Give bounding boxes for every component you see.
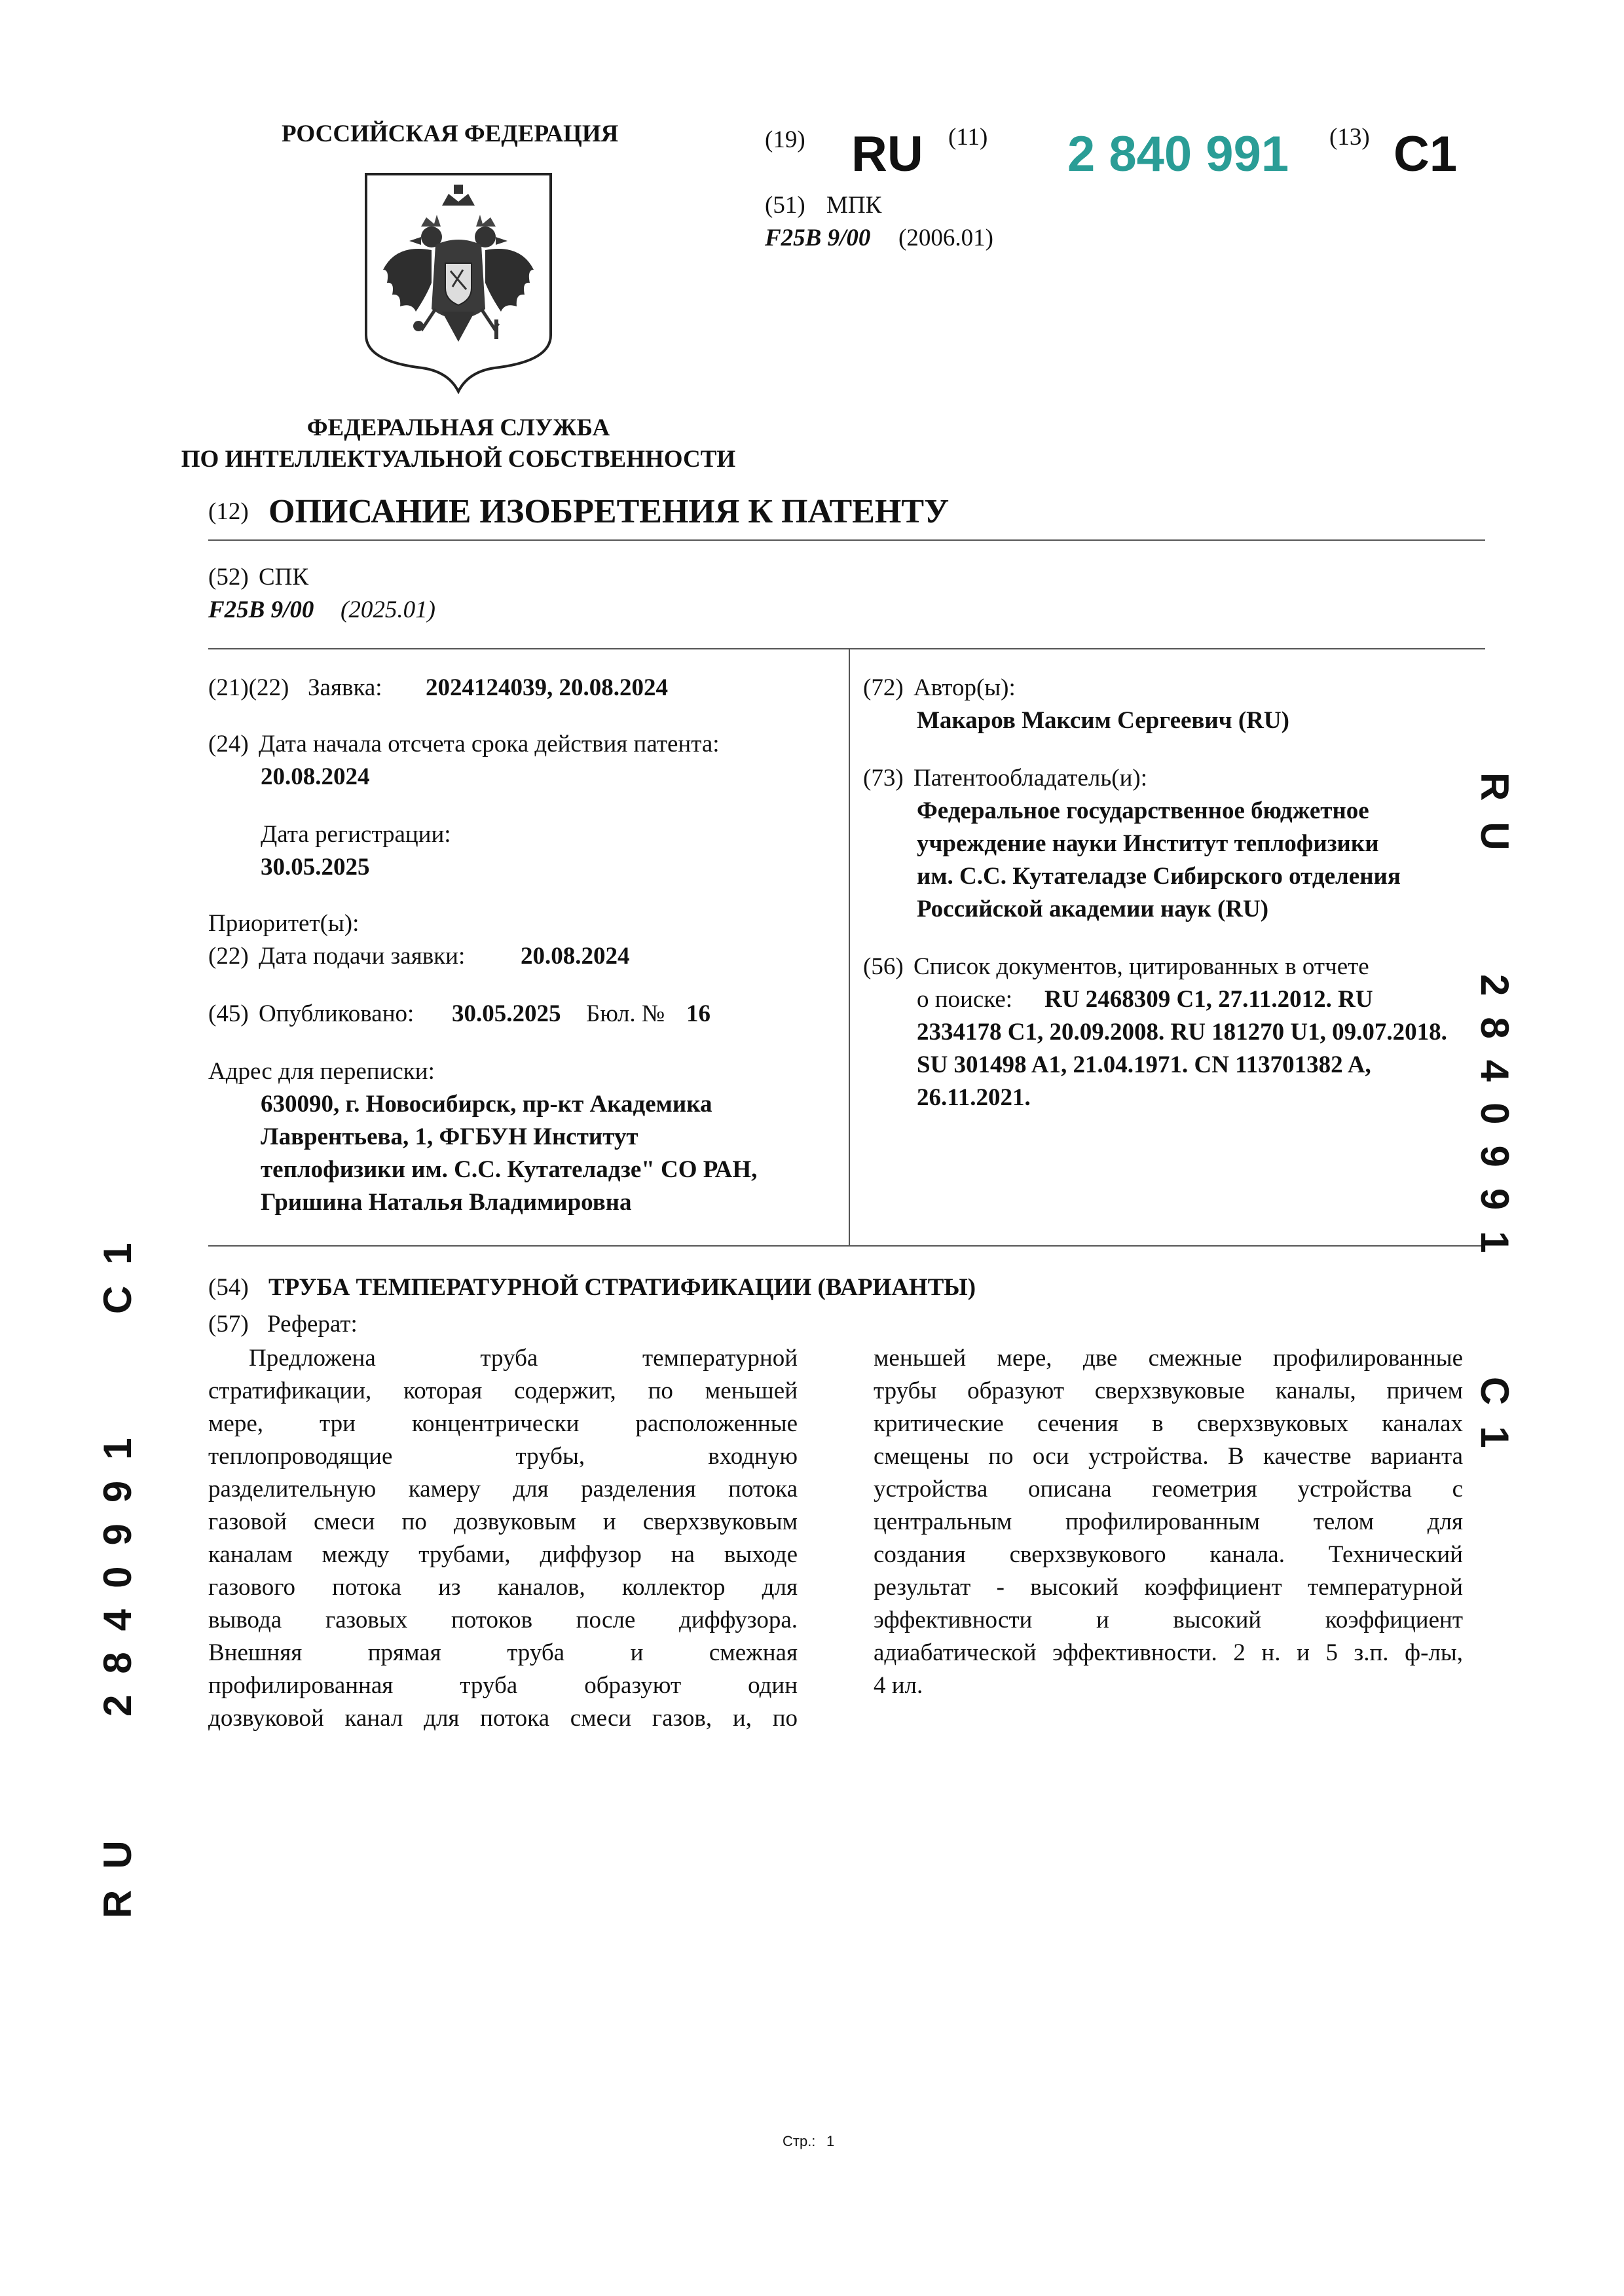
agency-name-line2: ПО ИНТЕЛЛЕКТУАЛЬНОЙ СОБСТВЕННОСТИ — [181, 446, 736, 473]
application-value: 2024124039, 20.08.2024 — [426, 674, 668, 701]
inid-73: (73) — [863, 765, 904, 792]
abstract-line: результат - высокий коэффициент температурной — [874, 1574, 1463, 1601]
abstract-line: разделительную камеру для разделения потока — [208, 1476, 798, 1503]
inid-19: (19) — [765, 126, 805, 153]
address-line: 630090, г. Новосибирск, пр-кт Академика — [261, 1091, 712, 1118]
abstract-line: устройства описана геометрия устройства с — [874, 1476, 1463, 1503]
owner-line: Российской академии наук (RU) — [917, 896, 1269, 922]
abstract-line: теплопроводящие трубы, входную — [208, 1443, 798, 1470]
abstract-column-1 — [208, 1342, 798, 1735]
abstract-line: газового потока из каналов, коллектор для — [208, 1574, 798, 1601]
registration-value: 30.05.2025 — [261, 854, 370, 881]
address-line: теплофизики им. С.С. Кутателадзе" СО РАН, — [261, 1156, 758, 1183]
author-label: Автор(ы): — [913, 674, 1016, 701]
cited-label-cont: о поиске: — [917, 986, 1013, 1013]
cited-document: 2334178 C1, 20.09.2008. RU 181270 U1, 09.07.2018. — [917, 1019, 1447, 1046]
inid-13: (13) — [1329, 124, 1370, 151]
abstract-line: каналам между трубами, диффузор на выходе — [208, 1541, 798, 1568]
filing-date-label: Дата подачи заявки: — [259, 943, 466, 970]
abstract-line: эффективности и высокий коэффициент — [874, 1607, 1463, 1633]
abstract-column-2 — [874, 1342, 1463, 1702]
agency-name-line1: ФЕДЕРАЛЬНАЯ СЛУЖБА — [306, 414, 610, 441]
divider-line — [208, 1245, 1485, 1247]
side-document-code-left: RU 2840991 C1 — [96, 1222, 139, 1918]
abstract-line: газовой смеси по дозвуковым и сверхзвуковым — [208, 1508, 798, 1535]
divider-line — [208, 648, 1485, 649]
address-line: Гришина Наталья Владимировна — [261, 1189, 632, 1216]
patent-number: 2 840 991 — [1067, 126, 1289, 182]
abstract-line: создания сверхзвукового канала. Технический — [874, 1541, 1463, 1568]
page-number: 1 — [826, 2133, 835, 2149]
abstract-line: меньшей мере, две смежные профилированные — [874, 1345, 1463, 1372]
country-code: RU — [851, 126, 923, 182]
priority-label: Приоритет(ы): — [208, 910, 360, 937]
inid-56: (56) — [863, 953, 904, 980]
column-divider — [849, 648, 850, 1245]
abstract-label: Реферат: — [267, 1311, 358, 1338]
published-label: Опубликовано: — [259, 1000, 415, 1027]
bulletin-number: 16 — [686, 1000, 710, 1027]
page-label: Стр.: — [783, 2133, 816, 2149]
cited-label: Список документов, цитированных в отчете — [913, 953, 1369, 980]
abstract-line: адиабатической эффективности. 2 н. и 5 з.п. ф-лы, — [874, 1639, 1463, 1666]
side-document-code-right: RU 2840991 C1 — [1473, 773, 1517, 1469]
author-value: Макаров Максим Сергеевич (RU) — [917, 707, 1289, 734]
inid-51: (51) — [765, 192, 805, 219]
abstract-line: мере, три концентрически расположенные — [208, 1410, 798, 1437]
divider-line — [208, 539, 1485, 541]
owner-line: им. С.С. Кутателадзе Сибирского отделения — [917, 863, 1401, 890]
published-date: 30.05.2025 — [452, 1000, 561, 1027]
abstract-line: дозвуковой канал для потока смеси газов, и, по — [208, 1705, 798, 1732]
inid-22: (22) — [208, 943, 249, 970]
inid-52: (52) — [208, 564, 249, 591]
cited-document: SU 301498 A1, 21.04.1971. CN 113701382 A, — [917, 1051, 1371, 1078]
term-start-label: Дата начала отсчета срока действия патента: — [259, 731, 720, 757]
abstract-line: стратификации, которая содержит, по меньшей — [208, 1377, 798, 1404]
double-headed-eagle-icon — [363, 172, 553, 394]
owner-line: учреждение науки Институт теплофизики — [917, 830, 1379, 857]
ipc-version: (2006.01) — [898, 225, 993, 251]
abstract-line: критические сечения в сверхзвуковых каналах — [874, 1410, 1463, 1437]
inid-57: (57) — [208, 1311, 249, 1338]
bulletin-label: Бюл. № — [586, 1000, 665, 1027]
address-line: Лаврентьева, 1, ФГБУН Институт — [261, 1123, 638, 1150]
inid-12: (12) — [208, 498, 249, 525]
abstract-line: Предложена труба температурной — [249, 1345, 798, 1372]
coat-of-arms-emblem — [363, 172, 553, 394]
owner-label: Патентообладатель(и): — [913, 765, 1147, 792]
cpc-label: СПК — [259, 564, 309, 591]
inid-54: (54) — [208, 1274, 249, 1301]
inid-21-22: (21)(22) — [208, 674, 289, 701]
registration-label: Дата регистрации: — [261, 821, 451, 848]
abstract-line: вывода газовых потоков после диффузора. — [208, 1607, 798, 1633]
country-name: РОССИЙСКАЯ ФЕДЕРАЦИЯ — [282, 120, 619, 147]
abstract-line: смещены по оси устройства. В качестве варианта — [874, 1443, 1463, 1470]
abstract-line: центральным профилированным телом для — [874, 1508, 1463, 1535]
inid-72: (72) — [863, 674, 904, 701]
inid-24: (24) — [208, 731, 249, 757]
abstract-line: Внешняя прямая труба и смежная — [208, 1639, 798, 1666]
kind-code: C1 — [1393, 126, 1458, 182]
inid-11: (11) — [948, 124, 988, 151]
abstract-line: профилированная труба образуют один — [208, 1672, 798, 1699]
owner-line: Федеральное государственное бюджетное — [917, 797, 1369, 824]
filing-date-value: 20.08.2024 — [521, 943, 630, 970]
inid-45: (45) — [208, 1000, 249, 1027]
cpc-version: (2025.01) — [341, 596, 435, 623]
invention-title: ТРУБА ТЕМПЕРАТУРНОЙ СТРАТИФИКАЦИИ (ВАРИАНТЫ) — [268, 1274, 976, 1301]
document-type-title: ОПИСАНИЕ ИЗОБРЕТЕНИЯ К ПАТЕНТУ — [268, 493, 950, 530]
cited-document: RU 2468309 C1, 27.11.2012. RU — [1044, 986, 1373, 1013]
term-start-value: 20.08.2024 — [261, 763, 370, 790]
ipc-label: МПК — [826, 192, 882, 219]
address-label: Адрес для переписки: — [208, 1058, 435, 1085]
cpc-class: F25B 9/00 — [208, 596, 314, 623]
cited-document: 26.11.2021. — [917, 1084, 1031, 1111]
application-label: Заявка: — [308, 674, 382, 701]
abstract-line: 4 ил. — [874, 1672, 923, 1699]
ipc-class: F25B 9/00 — [765, 225, 871, 251]
abstract-line: трубы образуют сверхзвуковые каналы, причем — [874, 1377, 1463, 1404]
